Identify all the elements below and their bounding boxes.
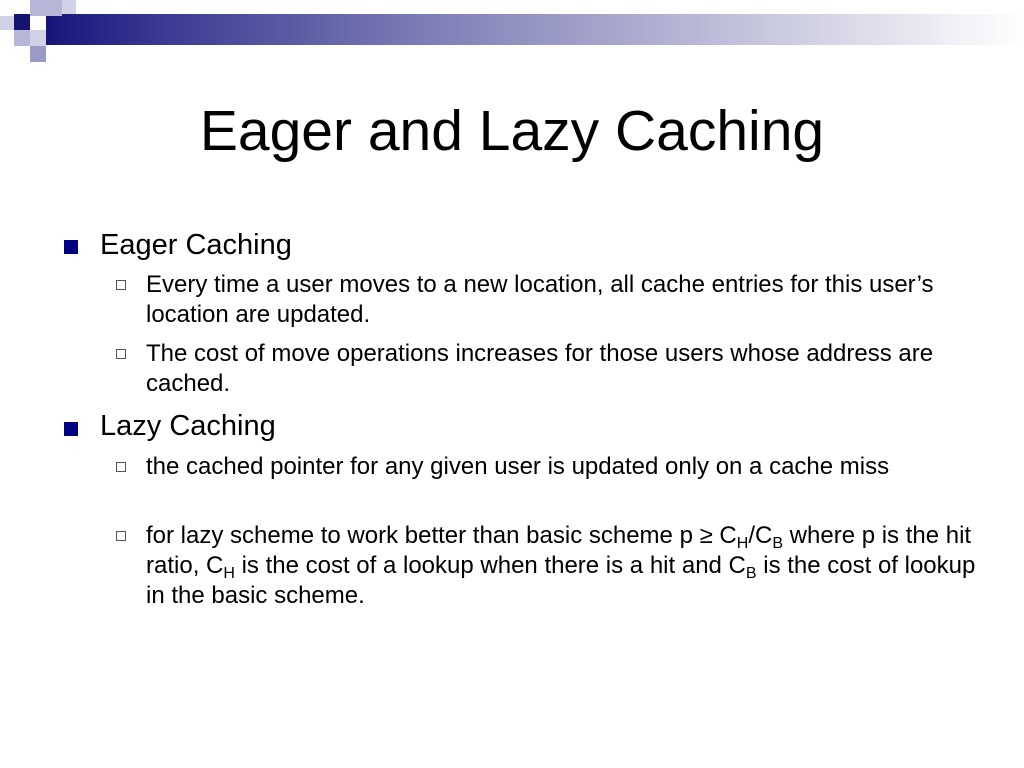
section-heading-eager: Eager Caching — [100, 229, 292, 261]
formula-text: where p is the hit ratio, C — [146, 522, 972, 579]
subscript-b: B — [745, 565, 757, 582]
sub-bullet-icon — [116, 280, 126, 290]
header-square-light — [0, 16, 14, 30]
subscript-b: B — [772, 535, 783, 552]
eager-item-2: The cost of move operations increases for those users whose address are cached. — [146, 340, 934, 397]
header-square-mid — [46, 0, 62, 16]
sub-bullet-icon — [116, 462, 126, 472]
header-square-light — [62, 0, 76, 14]
subscript-h: H — [736, 535, 749, 552]
slide-title: Eager and Lazy Caching — [199, 99, 825, 163]
section-heading-lazy: Lazy Caching — [100, 410, 276, 442]
formula-text: is the cost of lookup in the basic scheme. — [146, 552, 976, 609]
lazy-item-1: the cached pointer for any given user is updated only on a cache miss — [146, 453, 890, 480]
header-square-light — [30, 30, 46, 46]
header-square-dark — [14, 14, 30, 30]
header-square-light — [14, 30, 30, 46]
eager-item-1: Every time a user moves to a new location, all cache entries for this user’s location are updated. — [146, 271, 934, 328]
formula-text: C — [712, 522, 737, 549]
header-gradient-bar — [46, 14, 1024, 45]
bullet-square-icon — [64, 422, 78, 436]
subscript-h: H — [223, 565, 235, 582]
lazy-item-2-formula — [146, 521, 976, 611]
sub-bullet-icon — [116, 349, 126, 359]
formula-text: /C — [748, 522, 773, 549]
greater-equal-symbol: ≥ — [699, 522, 713, 549]
formula-text: is the cost of a lookup when there is a hit and C — [234, 552, 746, 579]
bullet-square-icon — [64, 240, 78, 254]
formula-text: for lazy scheme to work better than basic scheme p — [146, 522, 700, 549]
header-square-mid — [30, 46, 46, 62]
sub-bullet-icon — [116, 531, 126, 541]
header-square-mid — [30, 0, 46, 16]
